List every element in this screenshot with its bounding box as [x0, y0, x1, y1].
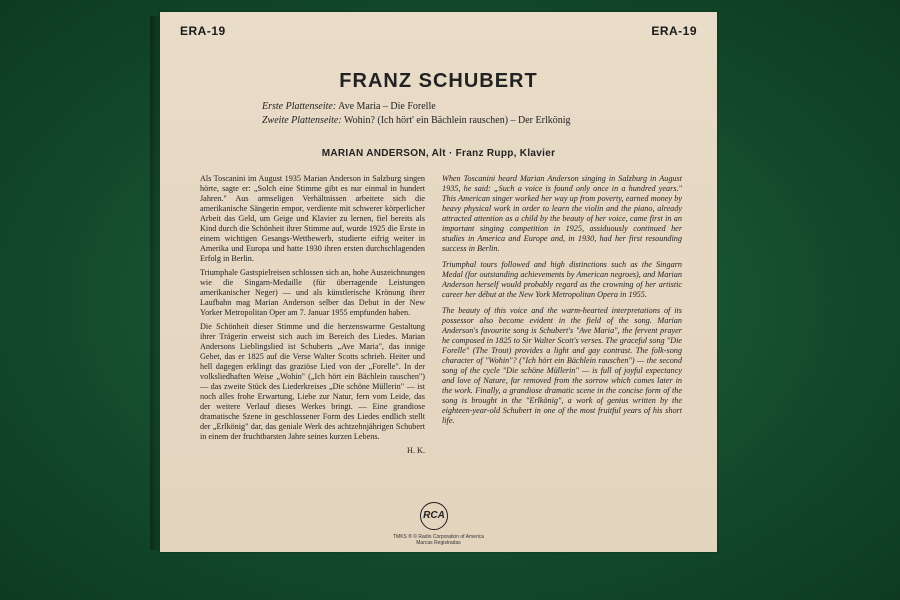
- side-one-label: Erste Plattenseite:: [262, 101, 337, 112]
- trademark-notice: [160, 534, 717, 546]
- catalog-number-right: ERA-19: [651, 24, 697, 38]
- english-paragraph: Triumphal tours followed and high distinctions such as the Singarn Medal (for outstanding achievements by American negroes), and Marian Anderson herself would probably regard as the crowning of her artistic career her début at the New York Metropolitan Opera in 1955.: [442, 260, 682, 299]
- trademark-line-2: Marcas Registradas: [416, 540, 461, 546]
- track-listing: [262, 100, 571, 128]
- rca-logo: RCA: [420, 502, 448, 530]
- english-paragraph: When Toscanini heard Marian Anderson singing in Salzburg in August 1935, he said: „Such a voice is found only once in a hundred years." This American singer worked her way up from poverty, earned money by heavy physical work in order to learn the violin and the piano, already attracted attention as a child by the beauty of her voice, came first in an important singing competition in 1925, assiduously continued her studies in America and Europe and, in 1930, had her first resounding success in Berlin.: [442, 174, 682, 253]
- english-liner-notes: [442, 174, 682, 432]
- german-paragraph: Triumphale Gastspielreisen schlossen sich an, hohe Auszeichnungen wie die Singarn-Medaille (für überragende Leistungen amerikanischer Neger) — und als künstlerische Krönung ihrer Laufbahn mag Marian Anderson selber das Debut in der New Yorker Metropolitan Oper am 7. Januar 1955 empfunden haben.: [200, 268, 425, 317]
- side-one: [262, 100, 571, 114]
- side-two: [262, 114, 571, 128]
- catalog-number-left: ERA-19: [180, 24, 226, 38]
- trademark-line-1: TMKS ® © Radio Corporation of America: [392, 534, 484, 540]
- german-paragraph: Als Toscanini im August 1935 Marian Anderson in Salzburg singen hörte, sagte er: „Solch eine Stimme gibt es nur einmal in hundert Jahren." Aus armseligen Verhältnissen arbeitete sich die amerikanische Sängerin empor, verdiente mit schwerer körperlicher Arbeit das Geld, um Geige und Klavier zu lernen, fiel bereits als Kind durch die Schönheit ihrer Stimme auf, wurde 1925 die Erste in einem wichtigen Gesangs-Wettbewerb, studierte eifrig weiter in Amerika und Europa und hatte 1930 ihren ersten durchschlagenden Erfolg in Berlin.: [200, 174, 425, 263]
- german-paragraph: Die Schönheit dieser Stimme und die herzenswarme Gestaltung ihrer Trägerin erweist sich auch im Bereich des Liedes. Marian Andersons Lieblingslied ist Schuberts „Ave Maria", das innige Gebet, das er 1825 auf die Verse Walter Scotts schrieb. Heiter und hell dagegen erklingt das graziöse Lied von der „Forelle". In der volksliedhaften Weise „Wohin" („Ich hört ein Bächlein rauschen") — das zweite Stück des Liederkreises „Die schöne Müllerin" — ist noch alles frohe Erwartung, Liebe zur Natur, fern vom Leide, das der weitere Verlauf dieses Werkes bringt. — Eine grandiose dramatische Szene in geschlossener Form des Liedes endlich stellt der „Erlkönig" dar, das geniale Werk des achtzehnjährigen Schubert in einem der fruchtbarsten Jahre seines kurzen Lebens.: [200, 322, 425, 441]
- german-liner-notes: [200, 174, 425, 456]
- author-initials: H. K.: [407, 446, 425, 455]
- album-title: FRANZ SCHUBERT: [339, 70, 538, 92]
- side-two-tracks: Wohin? (Ich hört' ein Bächlein rauschen) – Der Erlkönig: [344, 115, 571, 126]
- english-paragraph: The beauty of this voice and the warm-hearted interpretations of its possessor also become evident in the field of the song. Marian Anderson's favourite song is Schubert's "Ave Maria", the fervent prayer he composed in 1825 to Sir Walter Scott's verses. The graceful song "Die Forelle" (The Trout) provides a light and gay contrast. The folk-song character of "Wohin"? ("Ich hört ein Bächlein rauschen") — the second song of the cycle "Die schöne Müllerin" — is full of joyful expectancy and love of Nature, far removed from the sorrow which comes later in the work. Finally, a grandiose dramatic scene in the concise form of the song is brought in the "Erlkönig", a work of genius written by the eighteen-year-old Schubert in one of the most fruitful years of his short life.: [442, 306, 682, 425]
- side-one-tracks: Ave Maria – Die Forelle: [338, 101, 436, 112]
- record-sleeve: [160, 12, 717, 552]
- side-two-label: Zweite Plattenseite:: [262, 115, 342, 126]
- performers-credit: MARIAN ANDERSON, Alt · Franz Rupp, Klavier: [321, 148, 556, 159]
